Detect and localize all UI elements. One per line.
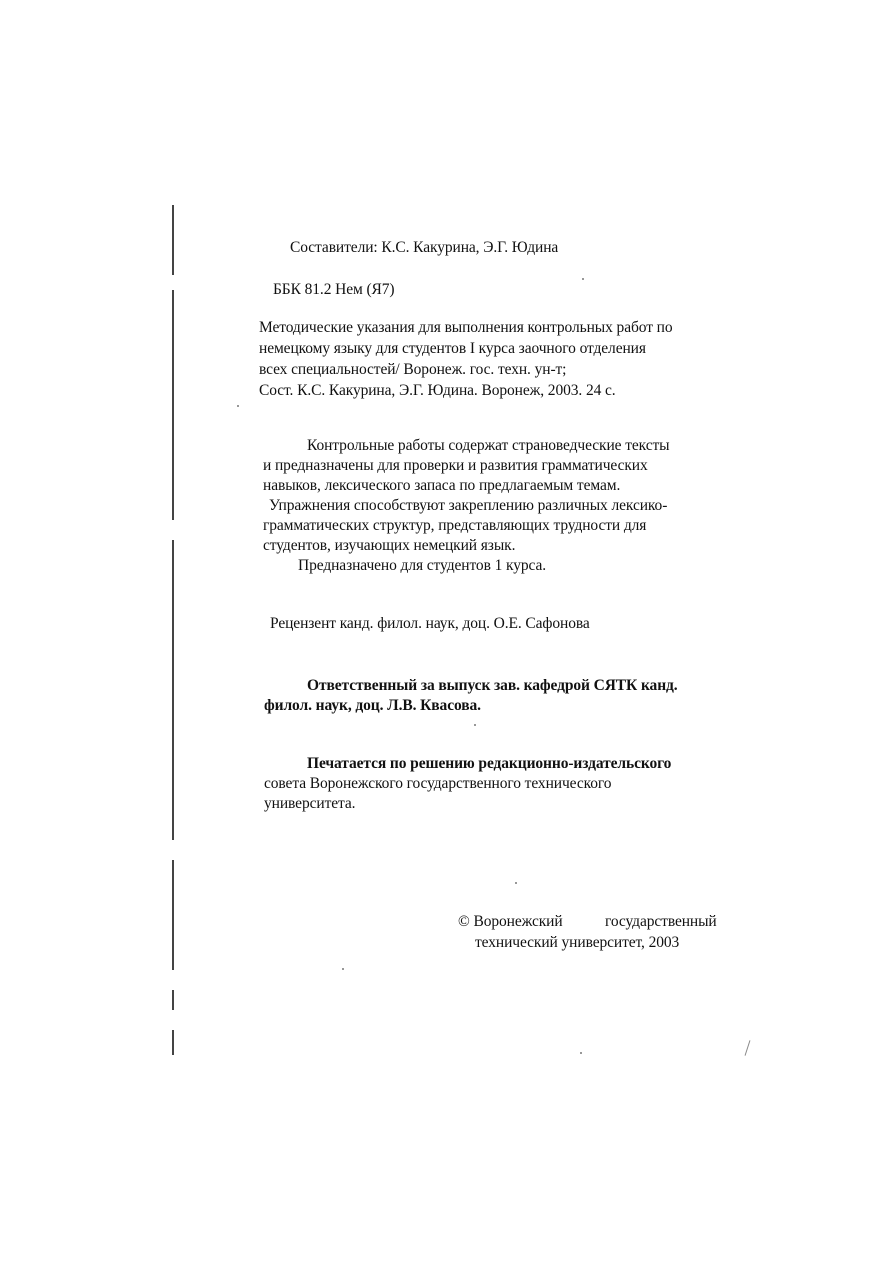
scan-mark (745, 1040, 751, 1056)
abstract-line: Предназначено для студентов 1 курса. (298, 557, 547, 574)
abstract-line: навыков, лексического запаса по предлагаемым темам. (263, 477, 621, 494)
scan-margin-line (172, 990, 174, 1010)
abstract-line: Упражнения способствуют закреплению различных лексико- (269, 497, 668, 514)
scan-margin-line (172, 540, 174, 840)
abstract-line: грамматических структур, представляющих трудности для (263, 517, 647, 534)
scan-speck (237, 405, 239, 407)
scan-margin-line (172, 1030, 174, 1055)
scan-speck (474, 724, 476, 726)
description-line: Методические указания для выполнения контрольных работ по (259, 319, 673, 336)
abstract-line: Контрольные работы содержат страноведческие тексты (307, 437, 670, 454)
publishing-note-line: совета Воронежского государственного технического (264, 775, 612, 792)
description-line: немецкому языку для студентов I курса заочного отделения (259, 340, 646, 357)
publishing-note-line: Печатается по решению редакционно-издательского (307, 755, 672, 772)
scan-margin-line (172, 290, 174, 520)
scan-margin-line (172, 860, 174, 970)
scan-speck (580, 1052, 582, 1054)
copyright-line-left: © Воронежский (458, 913, 563, 930)
abstract-line: и предназначены для проверки и развития грамматических (263, 457, 648, 474)
copyright-line-right: государственный (605, 913, 717, 930)
scan-margin-line (172, 205, 174, 275)
scan-speck (515, 882, 517, 884)
description-line: всех специальностей/ Воронеж. гос. техн. ун-т; (259, 361, 567, 378)
copyright-line-2: технический университет, 2003 (475, 934, 680, 951)
reviewer-line: Рецензент канд. филол. наук, доц. О.Е. Сафонова (270, 615, 590, 632)
compilers-line: Составители: К.С. Какурина, Э.Г. Юдина (290, 239, 559, 256)
publishing-note-line: университета. (264, 795, 356, 812)
scan-speck (582, 278, 584, 280)
scan-speck (342, 968, 344, 970)
responsible-line: Ответственный за выпуск зав. кафедрой СЯТК канд. (307, 677, 678, 694)
responsible-line: филол. наук, доц. Л.В. Квасова. (264, 697, 481, 714)
abstract-line: студентов, изучающих немецкий язык. (263, 537, 516, 554)
description-line: Сост. К.С. Какурина, Э.Г. Юдина. Воронеж, 2003. 24 с. (259, 382, 616, 399)
bbk-code: ББК 81.2 Нем (Я7) (273, 281, 395, 298)
